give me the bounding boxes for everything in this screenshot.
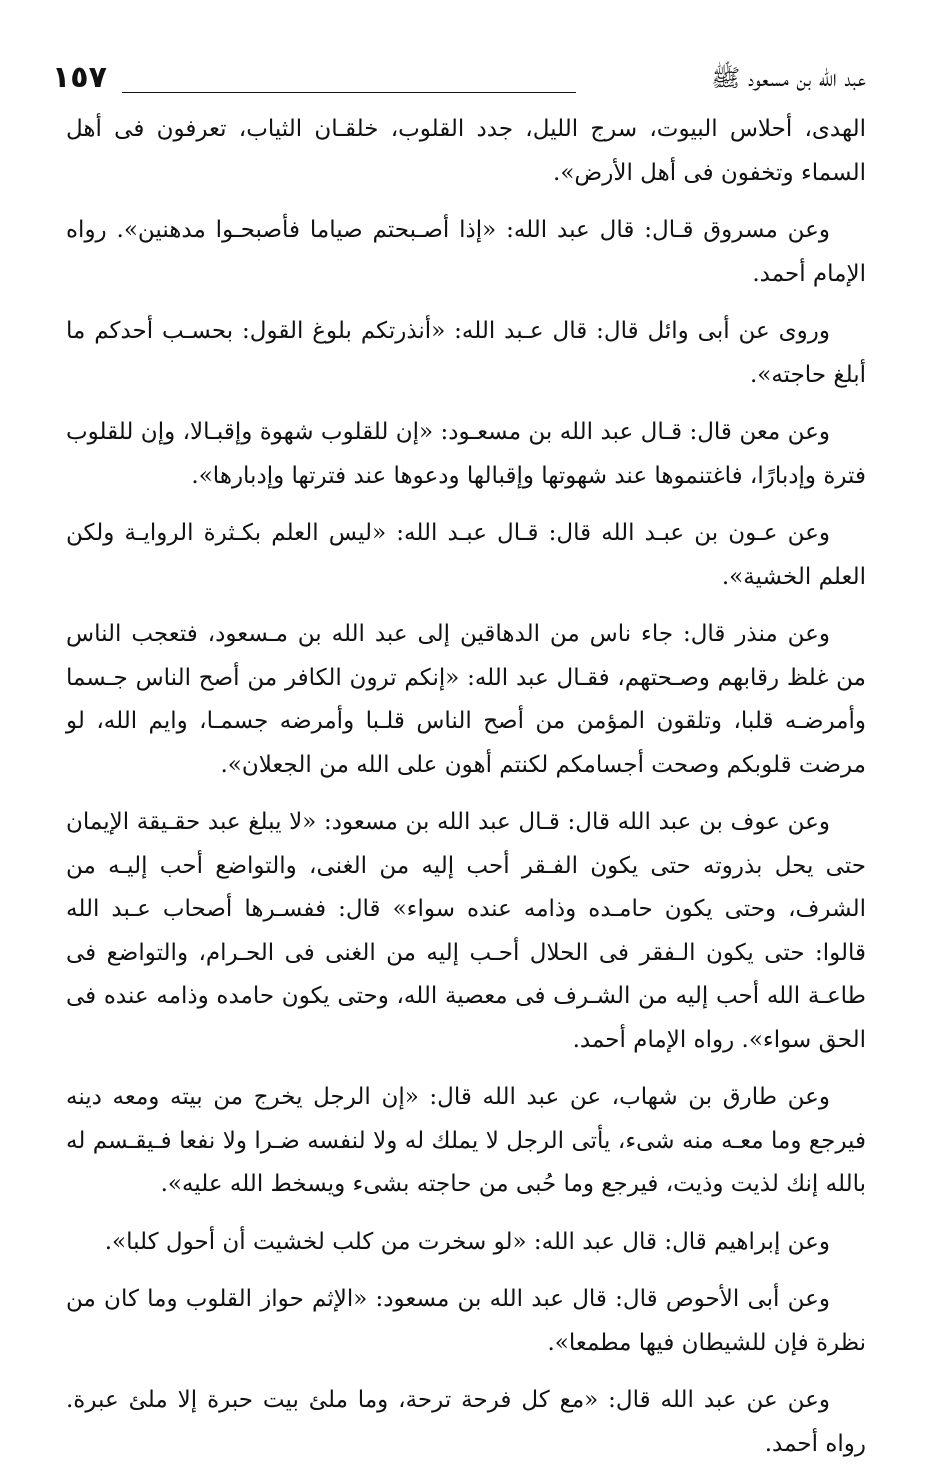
paragraph: وعن مسروق قـال: قال عبد الله: «إذا أصـبحتم صياما فأصبحـوا مدهنين». رواه الإمام أحمد. [66, 217, 866, 287]
paragraph: وعن منذر قال: جاء ناس من الدهاقين إلى عبد الله بن مـسعود، فتعجب الناس من غلظ رقابهم وصـحتهم، فقـال عبد الله: «إنكم ترون الكافر من أصح الناس جـسما وأمرضـه قلبا، وتلقون المؤمن من أصح الناس قلـبا وأمرضه جسمـا، وايم الله، لو مرضت قلوبكم وصحت أجسامكم لكنتم أهون على الله من الجعلان». [66, 621, 866, 778]
paragraph: وروى عن أبى وائل قال: قال عـبد الله: «أنذرتكم بلوغ القول: بحسـب أحدكم ما أبلغ حاجته». [66, 318, 866, 388]
running-title: عبد الله بن مسعود ﷺ [711, 64, 866, 92]
paragraph: وعن عوف بن عبد الله قال: قـال عبد الله بن مسعود: «لا يبلغ عبد حقـيقة الإيمان حتى يحل بذروته حتى يكون الفـقر أحب إليه من الغنى، والتواضع أحب إليـه من الشرف، وحتى يكون حامـده وذامه عنده سواء» قال: ففسـرها أصحاب عـبد الله قالوا: حتى يكون الـفقر فى الحلال أحـب إليه من الغنى فى الحـرام، والتواضع فى طاعـة الله أحب إليه من الشـرف فى معصية الله، وحتى يكون حامده وذامه عنده فى الحق سواء». رواه الإمام أحمد. [66, 809, 866, 1053]
paragraph: وعن عـون بن عبـد الله قال: قـال عبـد الله: «ليس العلم بكـثرة الروايـة ولكن العلم الخشية». [66, 520, 866, 590]
paragraph: وعن عن عبد الله قال: «مع كل فرحة ترحة، وما ملئ بيت حبرة إلا ملئ عبرة. رواه أحمد. [66, 1387, 866, 1457]
paragraph: الهدى، أحلاس البيوت، سرج الليل، جدد القلوب، خلقـان الثياب، تعرفون فى أهل السماء وتخفون فى أهل الأرض». [66, 116, 866, 186]
paragraph: وعن معن قال: قـال عبد الله بن مسعـود: «إن للقلوب شهوة وإقبـالا، وإن للقلوب فترة وإدبارًا، فاغتنموها عند شهوتها وإقبالها ودعوها عند فترتها وإدبارها». [66, 419, 866, 489]
paragraph: وعن إبراهيم قال: قال عبد الله: «لو سخرت من كلب لخشيت أن أحول كلبا». [104, 1228, 830, 1255]
header-rule [122, 92, 576, 93]
running-header [52, 58, 866, 98]
paragraph: وعن طارق بن شهاب، عن عبد الله قال: «إن الرجل يخرج من بيته ومعه دينه فيرجع وما معـه منه شىء، يأتى الرجل لا يملك له ولا لنفسه ضـرا ولا نفعا فـيقـسم له بالله إنك لذيت وذيت، فيرجع وما حُبى من حاجته بشىء ويسخط الله عليه». [66, 1084, 866, 1197]
paragraph: وعن أبى الأحوص قال: قال عبد الله بن مسعود: «الإثم حواز القلوب وما كان من نظرة فإن للشيطان فيها مطمعا». [66, 1286, 866, 1356]
page-number: ١٥٧ [52, 60, 107, 95]
body-text [66, 108, 866, 1480]
